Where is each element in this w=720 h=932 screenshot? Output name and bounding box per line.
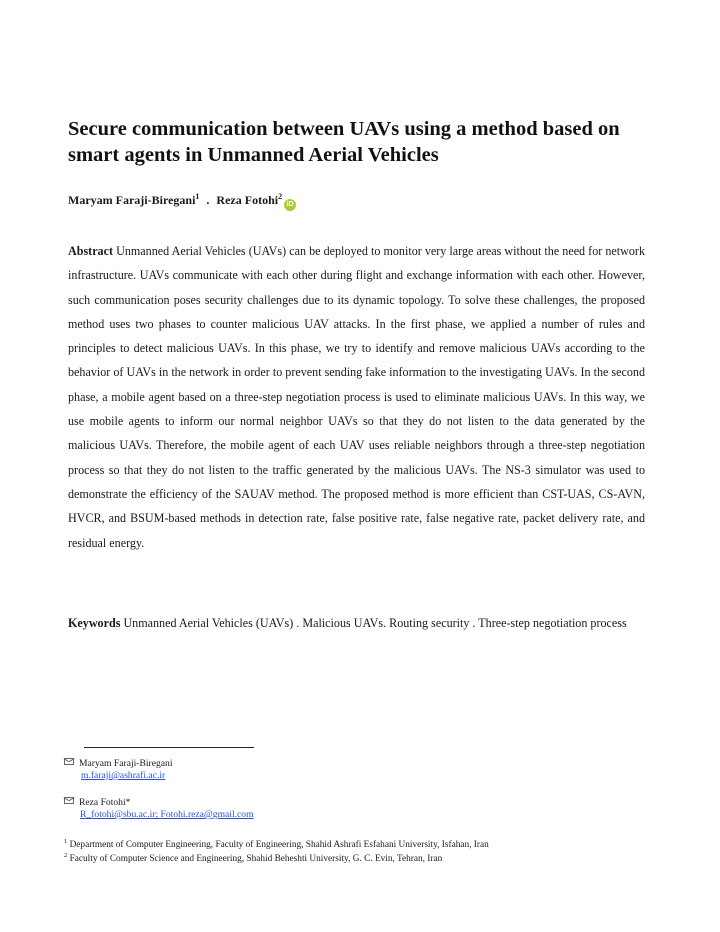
affiliation-text: Faculty of Computer Science and Engineering, Shahid Beheshti University, G. C. Evin, Tehran, Iran bbox=[69, 854, 443, 865]
contact-email-link[interactable]: m.faraji@ashrafi.ac.ir bbox=[81, 770, 166, 781]
author-affiliation-mark: 1 bbox=[195, 192, 200, 201]
contact-block bbox=[64, 797, 254, 821]
contact-email-link[interactable]: R_fotohi@sbu.ac.ir; Fotohi.reza@gmail.com bbox=[80, 809, 254, 820]
paper-title: Secure communication between UAVs using a method based on smart agents in Unmanned Aerial Vehicles bbox=[68, 118, 620, 166]
author-separator: . bbox=[206, 193, 210, 207]
abstract-label: Abstract bbox=[68, 244, 114, 258]
affiliation-1 bbox=[64, 836, 489, 851]
affiliation-text: Department of Computer Engineering, Faculty of Engineering, Shahid Ashrafi Esfahani University, Isfahan, Iran bbox=[69, 840, 489, 851]
affiliation-2 bbox=[64, 850, 442, 865]
affiliation-mark: 2 bbox=[64, 852, 68, 859]
author-name: Maryam Faraji-Biregani bbox=[68, 193, 196, 207]
keywords bbox=[68, 614, 645, 632]
envelope-icon bbox=[64, 758, 74, 765]
contact-name: Reza Fotohi* bbox=[79, 797, 131, 808]
author-name: Reza Fotohi bbox=[216, 193, 279, 207]
abstract-text: Unmanned Aerial Vehicles (UAVs) can be deployed to monitor very large areas without the need for network infrastructure. UAVs communicate with each other during flight and exchange information with each other. However, such communication poses security challenges due to its dynamic topology. To solve these challenges, the proposed method uses two phases to counter malicious UAV attacks. In the first phase, we applied a number of rules and principles to detect malicious UAVs. In this phase, we try to identify and remove malicious UAVs according to the behavior of UAVs in the network in order to prevent sending fake information to the investigating UAVs. In the second phase, a mobile agent based on a three-step negotiation process is used to eliminate malicious UAVs. In this way, we use mobile agents to inform our normal neighbor UAVs so that they do not listen to the data generated by the malicious UAVs. Therefore, the mobile agent of each UAV uses reliable neighbors through a three-step negotiation process so that they do not listen to the traffic generated by the malicious UAVs. The NS-3 simulator was used to demonstrate the efficiency of the SAUAV method. The proposed method is more efficient than CST-UAS, CS-AVN, HVCR, and BSUM-based methods in detection rate, false positive rate, false negative rate, packet delivery rate, and residual energy. bbox=[68, 244, 646, 550]
contact-name: Maryam Faraji-Biregani bbox=[79, 758, 173, 769]
footnote-divider bbox=[84, 747, 254, 748]
keywords-text: Unmanned Aerial Vehicles (UAVs) . Malicious UAVs. Routing security . Three-step negotiation process bbox=[123, 616, 627, 630]
keywords-label: Keywords bbox=[68, 616, 121, 630]
contact-block bbox=[64, 758, 173, 782]
envelope-icon bbox=[64, 797, 74, 804]
abstract bbox=[68, 239, 645, 555]
author-affiliation-mark: 2 bbox=[278, 192, 283, 201]
affiliation-mark: 1 bbox=[64, 838, 68, 845]
orcid-icon[interactable]: iD bbox=[284, 199, 296, 211]
author-line bbox=[68, 188, 296, 211]
